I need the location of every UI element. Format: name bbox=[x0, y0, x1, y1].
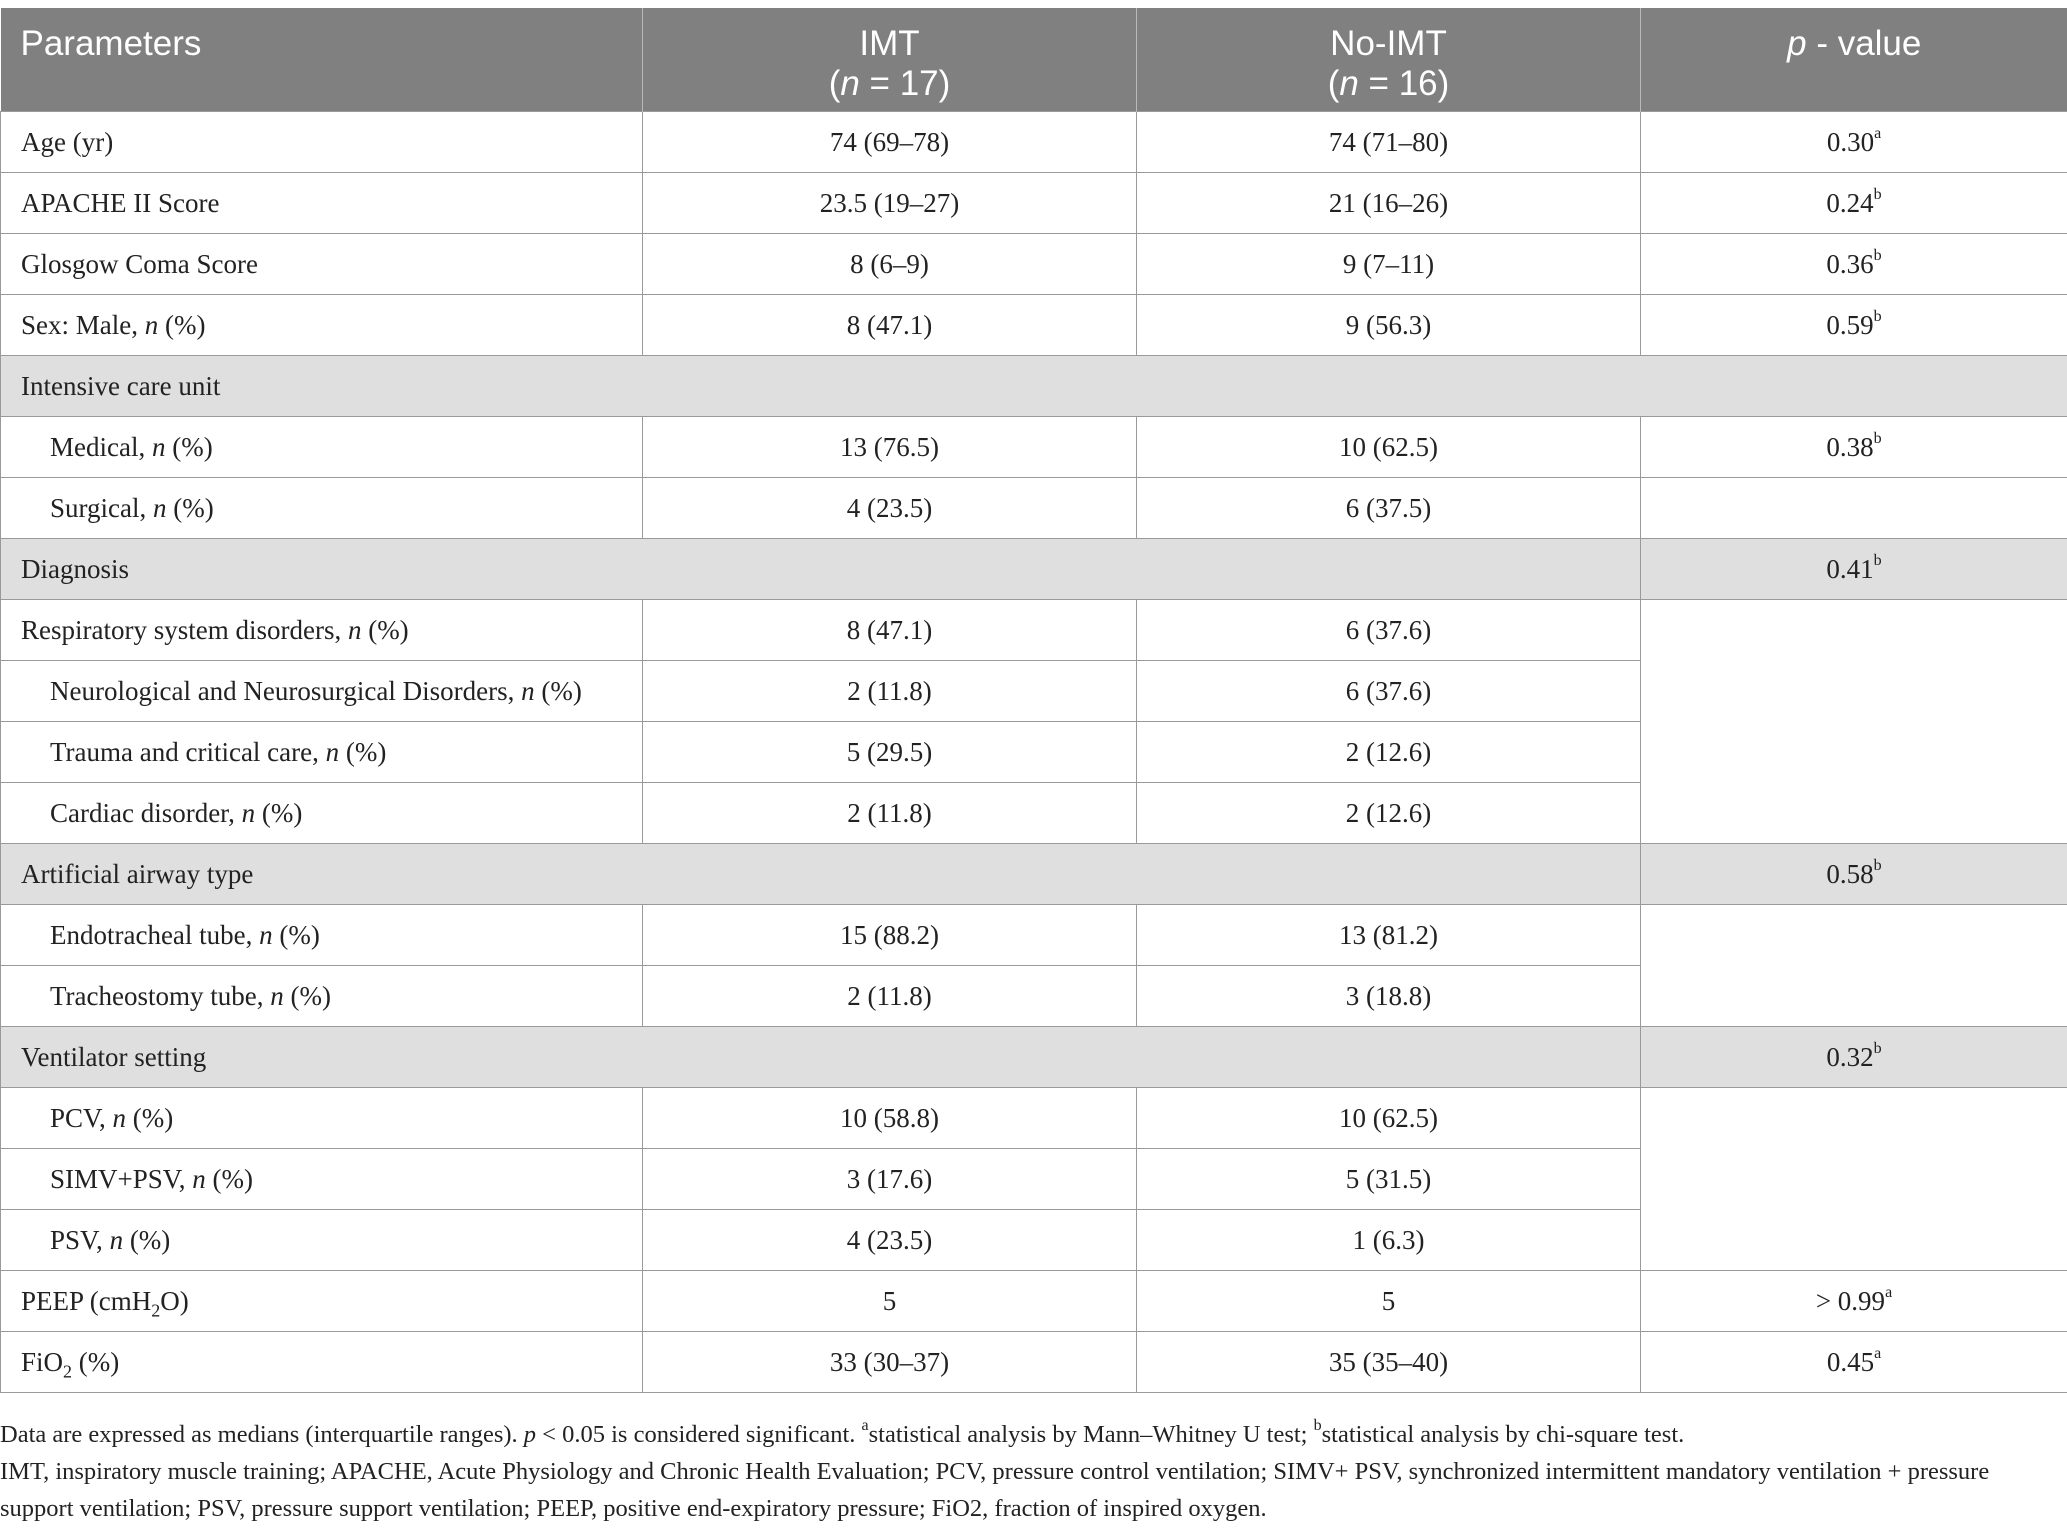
section-label: Artificial airway type bbox=[1, 844, 1641, 905]
noimt-value: 35 (35–40) bbox=[1137, 1332, 1641, 1393]
noimt-value: 10 (62.5) bbox=[1137, 417, 1641, 478]
imt-value: 13 (76.5) bbox=[643, 417, 1137, 478]
row-label: Respiratory system disorders, n (%) bbox=[1, 600, 643, 661]
header-imt-n: (n = 17) bbox=[828, 64, 951, 103]
p-value bbox=[1641, 478, 2067, 539]
row-label: Medical, n (%) bbox=[1, 417, 643, 478]
imt-value: 33 (30–37) bbox=[643, 1332, 1137, 1393]
imt-value: 5 (29.5) bbox=[643, 722, 1137, 783]
p-value: 0.32$^b$ bbox=[1641, 1027, 2067, 1088]
row-label: Tracheostomy tube, n (%) bbox=[1, 966, 643, 1027]
row-endotracheal bbox=[1, 905, 2067, 966]
imt-value: 4 (23.5) bbox=[643, 478, 1137, 539]
p-value: 0.59$^b$ bbox=[1641, 295, 2067, 356]
noimt-value: 13 (81.2) bbox=[1137, 905, 1641, 966]
row-label: PEEP (cmH$_2$O) bbox=[1, 1271, 643, 1332]
section-airway bbox=[1, 844, 2067, 905]
noimt-value: 6 (37.5) bbox=[1137, 478, 1641, 539]
noimt-value: 21 (16–26) bbox=[1137, 173, 1641, 234]
noimt-value: 5 bbox=[1137, 1271, 1641, 1332]
section-icu bbox=[1, 356, 2067, 417]
imt-value: 5 bbox=[643, 1271, 1137, 1332]
row-glasgow bbox=[1, 234, 2067, 295]
imt-value: 74 (69–78) bbox=[643, 112, 1137, 173]
imt-value: 8 (47.1) bbox=[643, 600, 1137, 661]
p-value: 0.41$^b$ bbox=[1641, 539, 2067, 600]
section-label: Diagnosis bbox=[1, 539, 1641, 600]
header-imt bbox=[643, 8, 1137, 112]
noimt-value: 9 (7–11) bbox=[1137, 234, 1641, 295]
section-diagnosis bbox=[1, 539, 2067, 600]
footnote-2: IMT, inspiratory muscle training; APACHE, Acute Physiology and Chronic Health Evaluation; PCV, pressure control ventilation; SIMV+ PSV, synchronized intermittent mandatory ventilation + pressure support ventilation; PSV, pressure support ventilation; PEEP, positive end-expiratory pressure; FiO2, fraction of inspired oxygen. bbox=[0, 1458, 1990, 1522]
noimt-value: 5 (31.5) bbox=[1137, 1149, 1641, 1210]
row-surgical bbox=[1, 478, 2067, 539]
row-label: Cardiac disorder, n (%) bbox=[1, 783, 643, 844]
baseline-characteristics-table bbox=[0, 8, 2067, 1393]
noimt-value: 74 (71–80) bbox=[1137, 112, 1641, 173]
row-label: Sex: Male, n (%) bbox=[1, 295, 643, 356]
header-imt-label: IMT bbox=[859, 24, 920, 63]
p-value: 0.30$^a$ bbox=[1641, 112, 2067, 173]
p-value-empty bbox=[1641, 905, 2067, 1027]
p-value: > 0.99$^a$ bbox=[1641, 1271, 2067, 1332]
row-label: Age (yr) bbox=[1, 112, 643, 173]
row-medical bbox=[1, 417, 2067, 478]
row-fio2 bbox=[1, 1332, 2067, 1393]
row-label: Endotracheal tube, n (%) bbox=[1, 905, 643, 966]
imt-value: 4 (23.5) bbox=[643, 1210, 1137, 1271]
noimt-value: 1 (6.3) bbox=[1137, 1210, 1641, 1271]
noimt-value: 10 (62.5) bbox=[1137, 1088, 1641, 1149]
header-parameters bbox=[1, 8, 643, 112]
imt-value: 2 (11.8) bbox=[643, 966, 1137, 1027]
row-label: Trauma and critical care, n (%) bbox=[1, 722, 643, 783]
imt-value: 3 (17.6) bbox=[643, 1149, 1137, 1210]
p-value: 0.58$^b$ bbox=[1641, 844, 2067, 905]
section-ventilator bbox=[1, 1027, 2067, 1088]
imt-value: 15 (88.2) bbox=[643, 905, 1137, 966]
header-noimt-n: (n = 16) bbox=[1327, 64, 1450, 103]
noimt-value: 2 (12.6) bbox=[1137, 722, 1641, 783]
noimt-value: 6 (37.6) bbox=[1137, 600, 1641, 661]
imt-value: 10 (58.8) bbox=[643, 1088, 1137, 1149]
header-noimt-label: No-IMT bbox=[1330, 24, 1447, 63]
row-apache bbox=[1, 173, 2067, 234]
table-footnotes bbox=[0, 1416, 2050, 1527]
p-value: 0.36$^b$ bbox=[1641, 234, 2067, 295]
imt-value: 2 (11.8) bbox=[643, 661, 1137, 722]
header-p-value: p - value bbox=[1641, 8, 2067, 112]
p-value: 0.24$^b$ bbox=[1641, 173, 2067, 234]
noimt-value: 9 (56.3) bbox=[1137, 295, 1641, 356]
row-age bbox=[1, 112, 2067, 173]
row-pcv bbox=[1, 1088, 2067, 1149]
row-sex bbox=[1, 295, 2067, 356]
row-label: Neurological and Neurosurgical Disorders, n (%) bbox=[1, 661, 643, 722]
row-label: SIMV+PSV, n (%) bbox=[1, 1149, 643, 1210]
imt-value: 8 (47.1) bbox=[643, 295, 1137, 356]
noimt-value: 2 (12.6) bbox=[1137, 783, 1641, 844]
section-label: Ventilator setting bbox=[1, 1027, 1641, 1088]
table-container bbox=[0, 8, 2067, 1393]
footnote-1: Data are expressed as medians (interquartile ranges). p < 0.05 is considered significant. $^a$statistical analysis by Mann–Whitney U test; $^b$statistical analysis by chi-square test. bbox=[0, 1416, 1685, 1448]
row-peep bbox=[1, 1271, 2067, 1332]
row-label: Surgical, n (%) bbox=[1, 478, 643, 539]
row-label: PSV, n (%) bbox=[1, 1210, 643, 1271]
imt-value: 23.5 (19–27) bbox=[643, 173, 1137, 234]
row-label: Glosgow Coma Score bbox=[1, 234, 643, 295]
section-label: Intensive care unit bbox=[1, 356, 2067, 417]
noimt-value: 6 (37.6) bbox=[1137, 661, 1641, 722]
header-parameters-label: Parameters bbox=[20, 24, 202, 63]
row-respiratory bbox=[1, 600, 2067, 661]
p-value-empty bbox=[1641, 1088, 2067, 1271]
imt-value: 2 (11.8) bbox=[643, 783, 1137, 844]
noimt-value: 3 (18.8) bbox=[1137, 966, 1641, 1027]
row-label: APACHE II Score bbox=[1, 173, 643, 234]
p-value: 0.38$^b$ bbox=[1641, 417, 2067, 478]
header-noimt bbox=[1137, 8, 1641, 112]
header-row bbox=[1, 8, 2067, 112]
p-value: 0.45$^a$ bbox=[1641, 1332, 2067, 1393]
p-value-empty bbox=[1641, 600, 2067, 844]
row-label: PCV, n (%) bbox=[1, 1088, 643, 1149]
imt-value: 8 (6–9) bbox=[643, 234, 1137, 295]
row-label: FiO$_2$ (%) bbox=[1, 1332, 643, 1393]
